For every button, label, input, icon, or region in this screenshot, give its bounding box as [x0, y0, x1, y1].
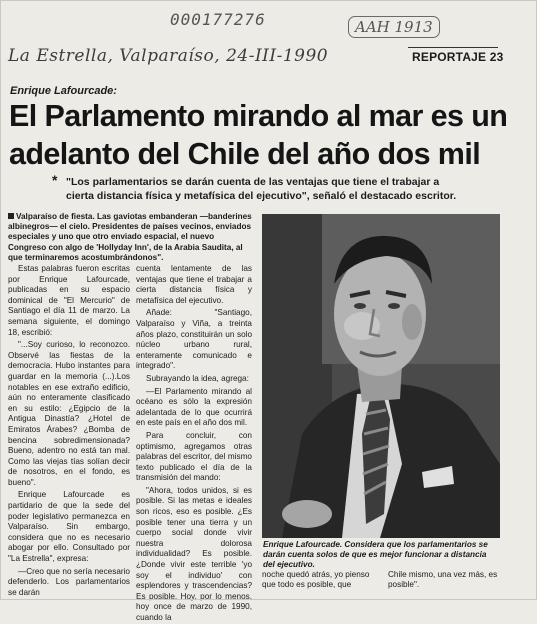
- paragraph: Añade: "Santiago, Valparaíso y Viña, a treinta años plazo, constituirán un solo núcleo urbano rural, enteramente comunicado e integrado".: [136, 308, 252, 371]
- article-column-4: Chile mismo, una vez más, es posible".: [388, 570, 498, 590]
- paragraph: Para concluir, con optimismo, agregamos otras palabras del escritor, del mismo texto publicado el día de la transmisión del mando:: [136, 430, 252, 483]
- paragraph: —El Parlamento mirando al océano es sólo la expresión adelantada de lo que ocurrirá en este país en el año dos mil.: [136, 386, 252, 428]
- archive-stamp-ref: AAH 1913: [348, 16, 440, 38]
- lead-text: Valparaíso de fiesta. Las gaviotas embanderan —banderines albinegros— el cielo. Presidentes de países vecinos, enviados especiales y uno que otro enviado espacial, el nuevo Congreso con algo de 'Hollyday Inn', de la Arabia Saudita, al que terminaremos acostumbrándonos".: [8, 212, 252, 262]
- article-column-2: [136, 264, 252, 622]
- article-column-1: [8, 264, 130, 597]
- paragraph: —Creo que no sería necesario defenderlo. Los parlamentarios se darán: [8, 566, 130, 597]
- portrait-photo: [262, 214, 500, 538]
- portrait-illustration: [262, 214, 500, 538]
- paragraph: Subrayando la idea, agrega:: [146, 373, 249, 383]
- article-headline: El Parlamento mirando al mar es un adelanto del Chile del año dos mil: [9, 99, 508, 171]
- section-rule: [408, 47, 498, 48]
- article-column-3: noche quedó atrás, yo pienso que todo es posible, que: [262, 570, 370, 590]
- archive-stamp-code: 000177276: [170, 10, 266, 29]
- section-label: REPORTAJE 23: [412, 50, 504, 64]
- article-kicker: Enrique Lafourcade:: [10, 85, 117, 97]
- square-bullet-icon: [8, 213, 14, 219]
- handwritten-source-note: La Estrella, Valparaíso, 24-III-1990: [8, 46, 329, 66]
- deck-text: "Los parlamentarios se darán cuenta de las ventajas que tiene el trabajar a cierta distancia física y metafísica del ejecutivo", señaló el destacado escritor.: [66, 176, 457, 202]
- article-lead: [8, 212, 252, 263]
- asterisk-icon: *: [52, 172, 58, 188]
- article-deck: [52, 172, 466, 203]
- paragraph: cuenta lentamente de las ventajas que tiene el trabajar a cierta distancia física y metafísica del ejecutivo.: [136, 264, 252, 305]
- photo-caption: Enrique Lafourcade. Considera que los parlamentarios se darán cuenta solos de que es mejor funcionar a distancia del ejecutivo.: [263, 540, 488, 569]
- paragraph: "...Soy curioso, lo reconozco. Observé las fiestas de la democracia. Hubo instantes para guardar en la memoria (...).Los notables en ese extraño edificio, aún no enteramente clasificado en su estilo: ¿Egipcio de la Antigua Dinastía? ¿Hotel de Emiratos Árabes? ¿Bomba de bencina sobredimensionada? Bueno, adentro no está tan mal. Como las viejas tías solían decir de nosotros, en el fondo, es bueno".: [8, 340, 130, 487]
- paragraph: Enrique Lafourcade es partidario de que la sede del poder legislativo permanezca en Valparaíso. Sin embargo, considera que no es necesario abogar por ello. Consultado por "La Estrella", expresa:: [8, 490, 130, 564]
- paragraph: Estas palabras fueron escritas por Enrique Lafourcade, publicadas en su espacio dominical de "El Mercurio" de Santiago el día 11 de marzo. La semana siguiente, el domingo 18, escribió:: [8, 264, 130, 337]
- paragraph: "Ahora, todos unidos, si es posible. Si las metas e ideales son ricos, eso es posible. ¿Es posible tener una tierra y un cuerpo social donde vivir nuestra dolorosa individualidad? Es posible. ¿Donde vivir este terrible 'yo soy el individuo' con esplendores y trascendencias? Es posible. Hoy, por lo menos, hoy once de marzo de 1990, cuando la: [136, 485, 252, 622]
